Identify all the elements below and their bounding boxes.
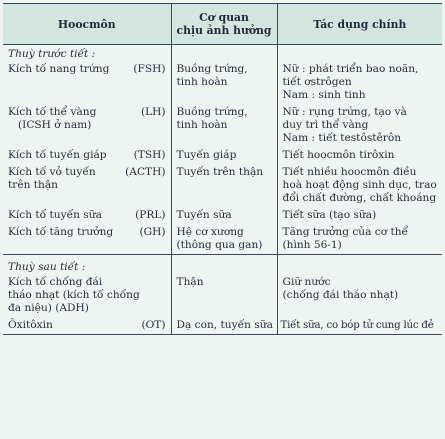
hormone-abbr: (GH): [139, 226, 166, 238]
hormone-cell: [3, 207, 171, 224]
organ-line: tinh hoàn: [176, 119, 228, 131]
header-hormone: Hoocmôn: [3, 4, 171, 45]
effect-line: Tăng trưởng của cơ thể: [282, 226, 409, 238]
hormone-abbr: (OT): [141, 319, 166, 331]
effect-line: Nam : sinh tinh: [282, 89, 366, 101]
effect-line: tiết ơstrôgen: [282, 76, 352, 88]
group-row-anterior: [3, 45, 442, 62]
hormone-cell: [3, 274, 171, 317]
header-target-organ: [171, 4, 277, 45]
hormone-abbr: (FSH): [133, 63, 166, 75]
organ-cell: [171, 104, 277, 147]
organ-cell: [171, 147, 277, 164]
organ-cell: [171, 61, 277, 104]
effect-cell: [277, 207, 442, 224]
effect-line: Nữ : rụng trứng, tạo và: [282, 106, 407, 118]
organ-cell: [171, 274, 277, 317]
organ-line: (thông qua gan): [176, 239, 263, 251]
effect-cell: [277, 104, 442, 147]
effect-line: Giữ nước: [282, 276, 331, 288]
table-row: [3, 104, 442, 147]
effect-cell: [277, 61, 442, 104]
hormone-table: [3, 3, 442, 335]
header-target-organ-line1: Cơ quan: [199, 11, 249, 24]
effect-cell: [277, 274, 442, 317]
effect-line: (chống đái tháo nhạt): [282, 289, 399, 301]
hormone-name: Kích tố thể vàng: [8, 106, 97, 118]
hormone-subname: (ICSH ở nam): [18, 119, 92, 131]
group-title-posterior: Thuỳ sau tiết :: [3, 255, 171, 275]
effect-line: Nữ : phát triển bao noãn,: [282, 63, 419, 75]
effect-line: hoà hoạt động sinh dục, trao: [282, 179, 437, 191]
effect-cell: [277, 147, 442, 164]
hormone-name: Ôxitôxin: [8, 319, 53, 331]
group-row-posterior: [3, 255, 442, 275]
hormone-name-cont: tháo nhạt (kích tố chống: [8, 289, 140, 301]
hormone-cell: [3, 61, 171, 104]
table-row: [3, 164, 442, 207]
table-row: [3, 61, 442, 104]
organ-line: Hệ cơ xương: [176, 226, 244, 238]
effect-line: Tiết hoocmôn tirôxin: [282, 149, 395, 161]
hormone-name: Kích tố nang trứng: [8, 63, 110, 75]
effect-line: duy trì thể vàng: [282, 119, 369, 131]
organ-line: Tuyến giáp: [176, 149, 237, 161]
organ-cell: [171, 224, 277, 255]
hormone-name: Kích tố tuyến giáp: [8, 149, 107, 161]
effect-cell: [277, 224, 442, 255]
hormone-cell: [3, 224, 171, 255]
table-row: [3, 317, 442, 335]
header-target-organ-line2: chịu ảnh hưởng: [176, 24, 272, 37]
organ-line: Dạ con, tuyến sữa: [176, 319, 273, 331]
table-row: [3, 147, 442, 164]
hormone-abbr: (PRL): [135, 209, 166, 221]
effect-line: Tiết sữa (tạo sữa): [282, 209, 377, 221]
table-header-row: [3, 4, 442, 45]
hormone-name-cont: trên thận: [8, 179, 58, 191]
organ-cell: [171, 317, 277, 335]
hormone-abbr: (ACTH): [125, 166, 166, 178]
hormone-abbr: (LH): [140, 106, 166, 118]
organ-line: tinh hoàn: [176, 76, 228, 88]
organ-cell: [171, 207, 277, 224]
table-row: [3, 224, 442, 255]
hormone-name-cont: đa niệu) (ADH): [8, 302, 89, 314]
hormone-name: Kích tố tuyến sữa: [8, 209, 102, 221]
effect-line: Tiết sữa, co bóp tử cung lúc đẻ: [280, 320, 434, 331]
table-row: [3, 274, 442, 317]
organ-line: Tuyến trên thận: [176, 166, 264, 178]
hormone-name: Kích tố vỏ tuyến: [8, 166, 96, 178]
hormone-name: Kích tố chống đái: [8, 276, 103, 288]
hormone-cell: [3, 104, 171, 147]
effect-line: Tiết nhiều hoocmôn điều: [282, 166, 417, 178]
organ-line: Tuyến sữa: [176, 209, 232, 221]
header-main-effect: Tác dụng chính: [277, 4, 442, 45]
hormone-cell: [3, 147, 171, 164]
hormone-name: Kích tố tăng trưởng: [8, 226, 114, 238]
organ-line: Buồng trứng,: [176, 63, 248, 75]
hormone-cell: [3, 164, 171, 207]
effect-line: đổi chất đường, chất khoáng: [282, 192, 437, 204]
group-title-anterior: Thuỳ trước tiết :: [3, 45, 171, 62]
hormone-abbr: (TSH): [133, 149, 166, 161]
effect-cell: [277, 317, 442, 335]
organ-cell: [171, 164, 277, 207]
effect-cell: [277, 164, 442, 207]
hormone-cell: [3, 317, 171, 335]
effect-line: Nam : tiết testôstêrôn: [282, 132, 402, 144]
organ-line: Thận: [176, 276, 204, 288]
table-row: [3, 207, 442, 224]
organ-line: Buồng trứng,: [176, 106, 248, 118]
effect-line: (hình 56-1): [282, 239, 342, 251]
